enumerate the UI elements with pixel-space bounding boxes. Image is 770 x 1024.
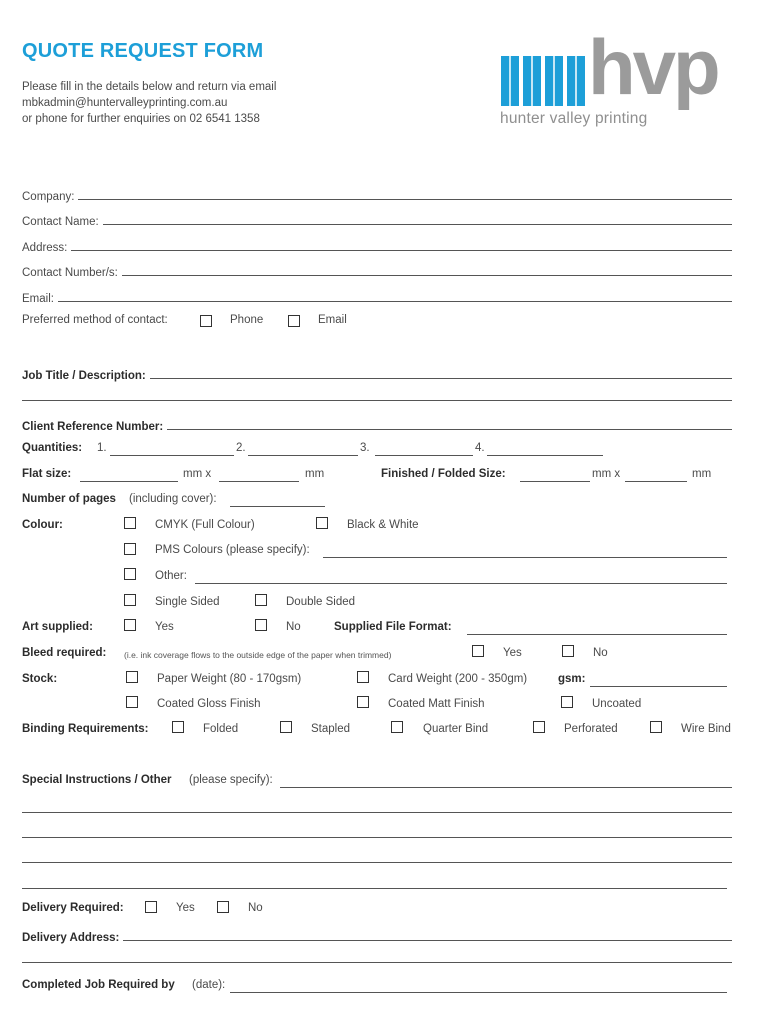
cmyk-label: CMYK (Full Colour): [155, 519, 255, 531]
file-format-field[interactable]: [467, 634, 727, 635]
address-row: [22, 238, 732, 254]
special-instructions-line-1[interactable]: [280, 787, 732, 788]
stapled-label: Stapled: [311, 723, 351, 735]
client-ref-field[interactable]: [167, 429, 732, 430]
num-pages-field[interactable]: [230, 506, 325, 507]
art-yes-label: Yes: [155, 621, 174, 633]
file-format-label: Supplied File Format:: [334, 621, 452, 633]
pms-label: PMS Colours (please specify):: [155, 544, 310, 556]
coated-gloss-label: Coated Gloss Finish: [157, 698, 261, 710]
finished-size-label: Finished / Folded Size:: [381, 468, 506, 480]
finished-size-width-field[interactable]: [520, 481, 590, 482]
job-title-field[interactable]: [150, 378, 732, 379]
bleed-no-label: No: [593, 647, 608, 659]
job-title-row: [22, 366, 732, 382]
card-weight-label: Card Weight (200 - 350gm): [388, 673, 528, 685]
intro-email[interactable]: mbkadmin@huntervalleyprinting.com.au: [22, 97, 228, 109]
bleed-yes-checkbox[interactable]: [472, 645, 484, 657]
special-instructions-line-4[interactable]: [22, 862, 732, 863]
special-instructions-line-3[interactable]: [22, 837, 732, 838]
email-field[interactable]: [58, 301, 732, 302]
folded-checkbox[interactable]: [172, 721, 184, 733]
email-checkbox[interactable]: [288, 315, 300, 327]
contact-numbers-field[interactable]: [122, 275, 732, 276]
job-title-line-2[interactable]: [22, 400, 732, 401]
quantity-1-field[interactable]: [110, 455, 234, 456]
completed-by-field[interactable]: [230, 992, 727, 993]
black-white-checkbox[interactable]: [316, 517, 328, 529]
uncoated-label: Uncoated: [592, 698, 642, 710]
flat-size-mmx: mm x: [183, 468, 212, 480]
special-instructions-line-5[interactable]: [22, 888, 727, 889]
contact-name-label: Contact Name:: [22, 216, 99, 228]
client-ref-label: Client Reference Number:: [22, 421, 164, 433]
delivery-required-label: Delivery Required:: [22, 902, 124, 914]
delivery-address-row: [22, 928, 732, 944]
uncoated-checkbox[interactable]: [561, 696, 573, 708]
bleed-yes-label: Yes: [503, 647, 522, 659]
coated-matt-label: Coated Matt Finish: [388, 698, 485, 710]
logo-tagline: hunter valley printing: [500, 110, 648, 127]
art-yes-checkbox[interactable]: [124, 619, 136, 631]
single-sided-checkbox[interactable]: [124, 594, 136, 606]
other-colour-checkbox[interactable]: [124, 568, 136, 580]
address-label: Address:: [22, 242, 68, 254]
flat-size-width-field[interactable]: [80, 481, 178, 482]
black-white-label: Black & White: [347, 519, 419, 531]
quantity-1-label: 1.: [97, 442, 107, 454]
phone-checkbox[interactable]: [200, 315, 212, 327]
quantity-4-field[interactable]: [487, 455, 603, 456]
coated-matt-checkbox[interactable]: [357, 696, 369, 708]
phone-option-label: Phone: [230, 314, 264, 326]
delivery-no-checkbox[interactable]: [217, 901, 229, 913]
quantity-3-field[interactable]: [375, 455, 473, 456]
special-instructions-note: (please specify):: [189, 774, 273, 786]
quantity-4-label: 4.: [475, 442, 485, 454]
bleed-label: Bleed required:: [22, 647, 107, 659]
colour-label: Colour:: [22, 519, 63, 531]
quantity-2-field[interactable]: [248, 455, 358, 456]
hvp-logo: [498, 23, 743, 130]
preferred-method-label: Preferred method of contact:: [22, 314, 168, 326]
special-instructions-label: Special Instructions / Other: [22, 774, 172, 786]
stapled-checkbox[interactable]: [280, 721, 292, 733]
delivery-yes-label: Yes: [176, 902, 195, 914]
card-weight-checkbox[interactable]: [357, 671, 369, 683]
finished-size-mmx: mm x: [592, 468, 621, 480]
contact-name-row: [22, 212, 732, 228]
email-label: Email:: [22, 293, 54, 305]
email-option-label: Email: [318, 314, 347, 326]
quantities-label: Quantities:: [22, 442, 83, 454]
other-colour-label: Other:: [155, 570, 187, 582]
bleed-no-checkbox[interactable]: [562, 645, 574, 657]
pms-field[interactable]: [323, 557, 727, 558]
other-colour-field[interactable]: [195, 583, 727, 584]
completed-by-label: Completed Job Required by: [22, 979, 175, 991]
completed-by-note: (date):: [192, 979, 226, 991]
pms-checkbox[interactable]: [124, 543, 136, 555]
folded-label: Folded: [203, 723, 239, 735]
company-field[interactable]: [78, 199, 732, 200]
flat-size-mm: mm: [305, 468, 325, 480]
wire-bind-label: Wire Bind: [681, 723, 731, 735]
perforated-label: Perforated: [564, 723, 618, 735]
company-row: [22, 187, 732, 203]
contact-numbers-label: Contact Number/s:: [22, 267, 118, 279]
flat-size-label: Flat size:: [22, 468, 72, 480]
delivery-no-label: No: [248, 902, 263, 914]
gsm-label: gsm:: [558, 673, 586, 685]
special-instructions-line-2[interactable]: [22, 812, 732, 813]
quarter-bind-label: Quarter Bind: [423, 723, 489, 735]
coated-gloss-checkbox[interactable]: [126, 696, 138, 708]
art-no-checkbox[interactable]: [255, 619, 267, 631]
delivery-address-field[interactable]: [123, 940, 732, 941]
num-pages-note: (including cover):: [129, 493, 217, 505]
quantity-3-label: 3.: [360, 442, 370, 454]
art-supplied-label: Art supplied:: [22, 621, 93, 633]
binding-label: Binding Requirements:: [22, 723, 149, 735]
delivery-address-label: Delivery Address:: [22, 932, 120, 944]
delivery-address-line-2[interactable]: [22, 962, 732, 963]
contact-numbers-row: [22, 263, 732, 279]
bleed-note: (i.e. ink coverage flows to the outside edge of the paper when trimmed): [124, 650, 392, 660]
single-sided-label: Single Sided: [155, 596, 220, 608]
finished-size-height-field[interactable]: [625, 481, 687, 482]
quantity-2-label: 2.: [236, 442, 246, 454]
address-field[interactable]: [71, 250, 732, 251]
form-title: QUOTE REQUEST FORM: [22, 40, 264, 62]
double-sided-checkbox[interactable]: [255, 594, 267, 606]
email-row: [22, 289, 732, 305]
logo-wordmark: hvp: [588, 23, 718, 111]
intro-line-1: Please fill in the details below and return via email: [22, 81, 277, 93]
stock-label: Stock:: [22, 673, 58, 685]
paper-weight-label: Paper Weight (80 - 170gsm): [157, 673, 302, 685]
art-no-label: No: [286, 621, 301, 633]
double-sided-label: Double Sided: [286, 596, 356, 608]
paper-weight-checkbox[interactable]: [126, 671, 138, 683]
delivery-yes-checkbox[interactable]: [145, 901, 157, 913]
intro-phone: or phone for further enquiries on 02 6541 1358: [22, 113, 260, 125]
job-title-label: Job Title / Description:: [22, 370, 146, 382]
cmyk-checkbox[interactable]: [124, 517, 136, 529]
company-label: Company:: [22, 191, 75, 203]
perforated-checkbox[interactable]: [533, 721, 545, 733]
quarter-bind-checkbox[interactable]: [391, 721, 403, 733]
client-ref-row: [22, 417, 732, 433]
finished-size-mm: mm: [692, 468, 712, 480]
wire-bind-checkbox[interactable]: [650, 721, 662, 733]
contact-name-field[interactable]: [103, 224, 732, 225]
gsm-field[interactable]: [590, 686, 727, 687]
num-pages-label: Number of pages: [22, 493, 116, 505]
flat-size-height-field[interactable]: [219, 481, 299, 482]
